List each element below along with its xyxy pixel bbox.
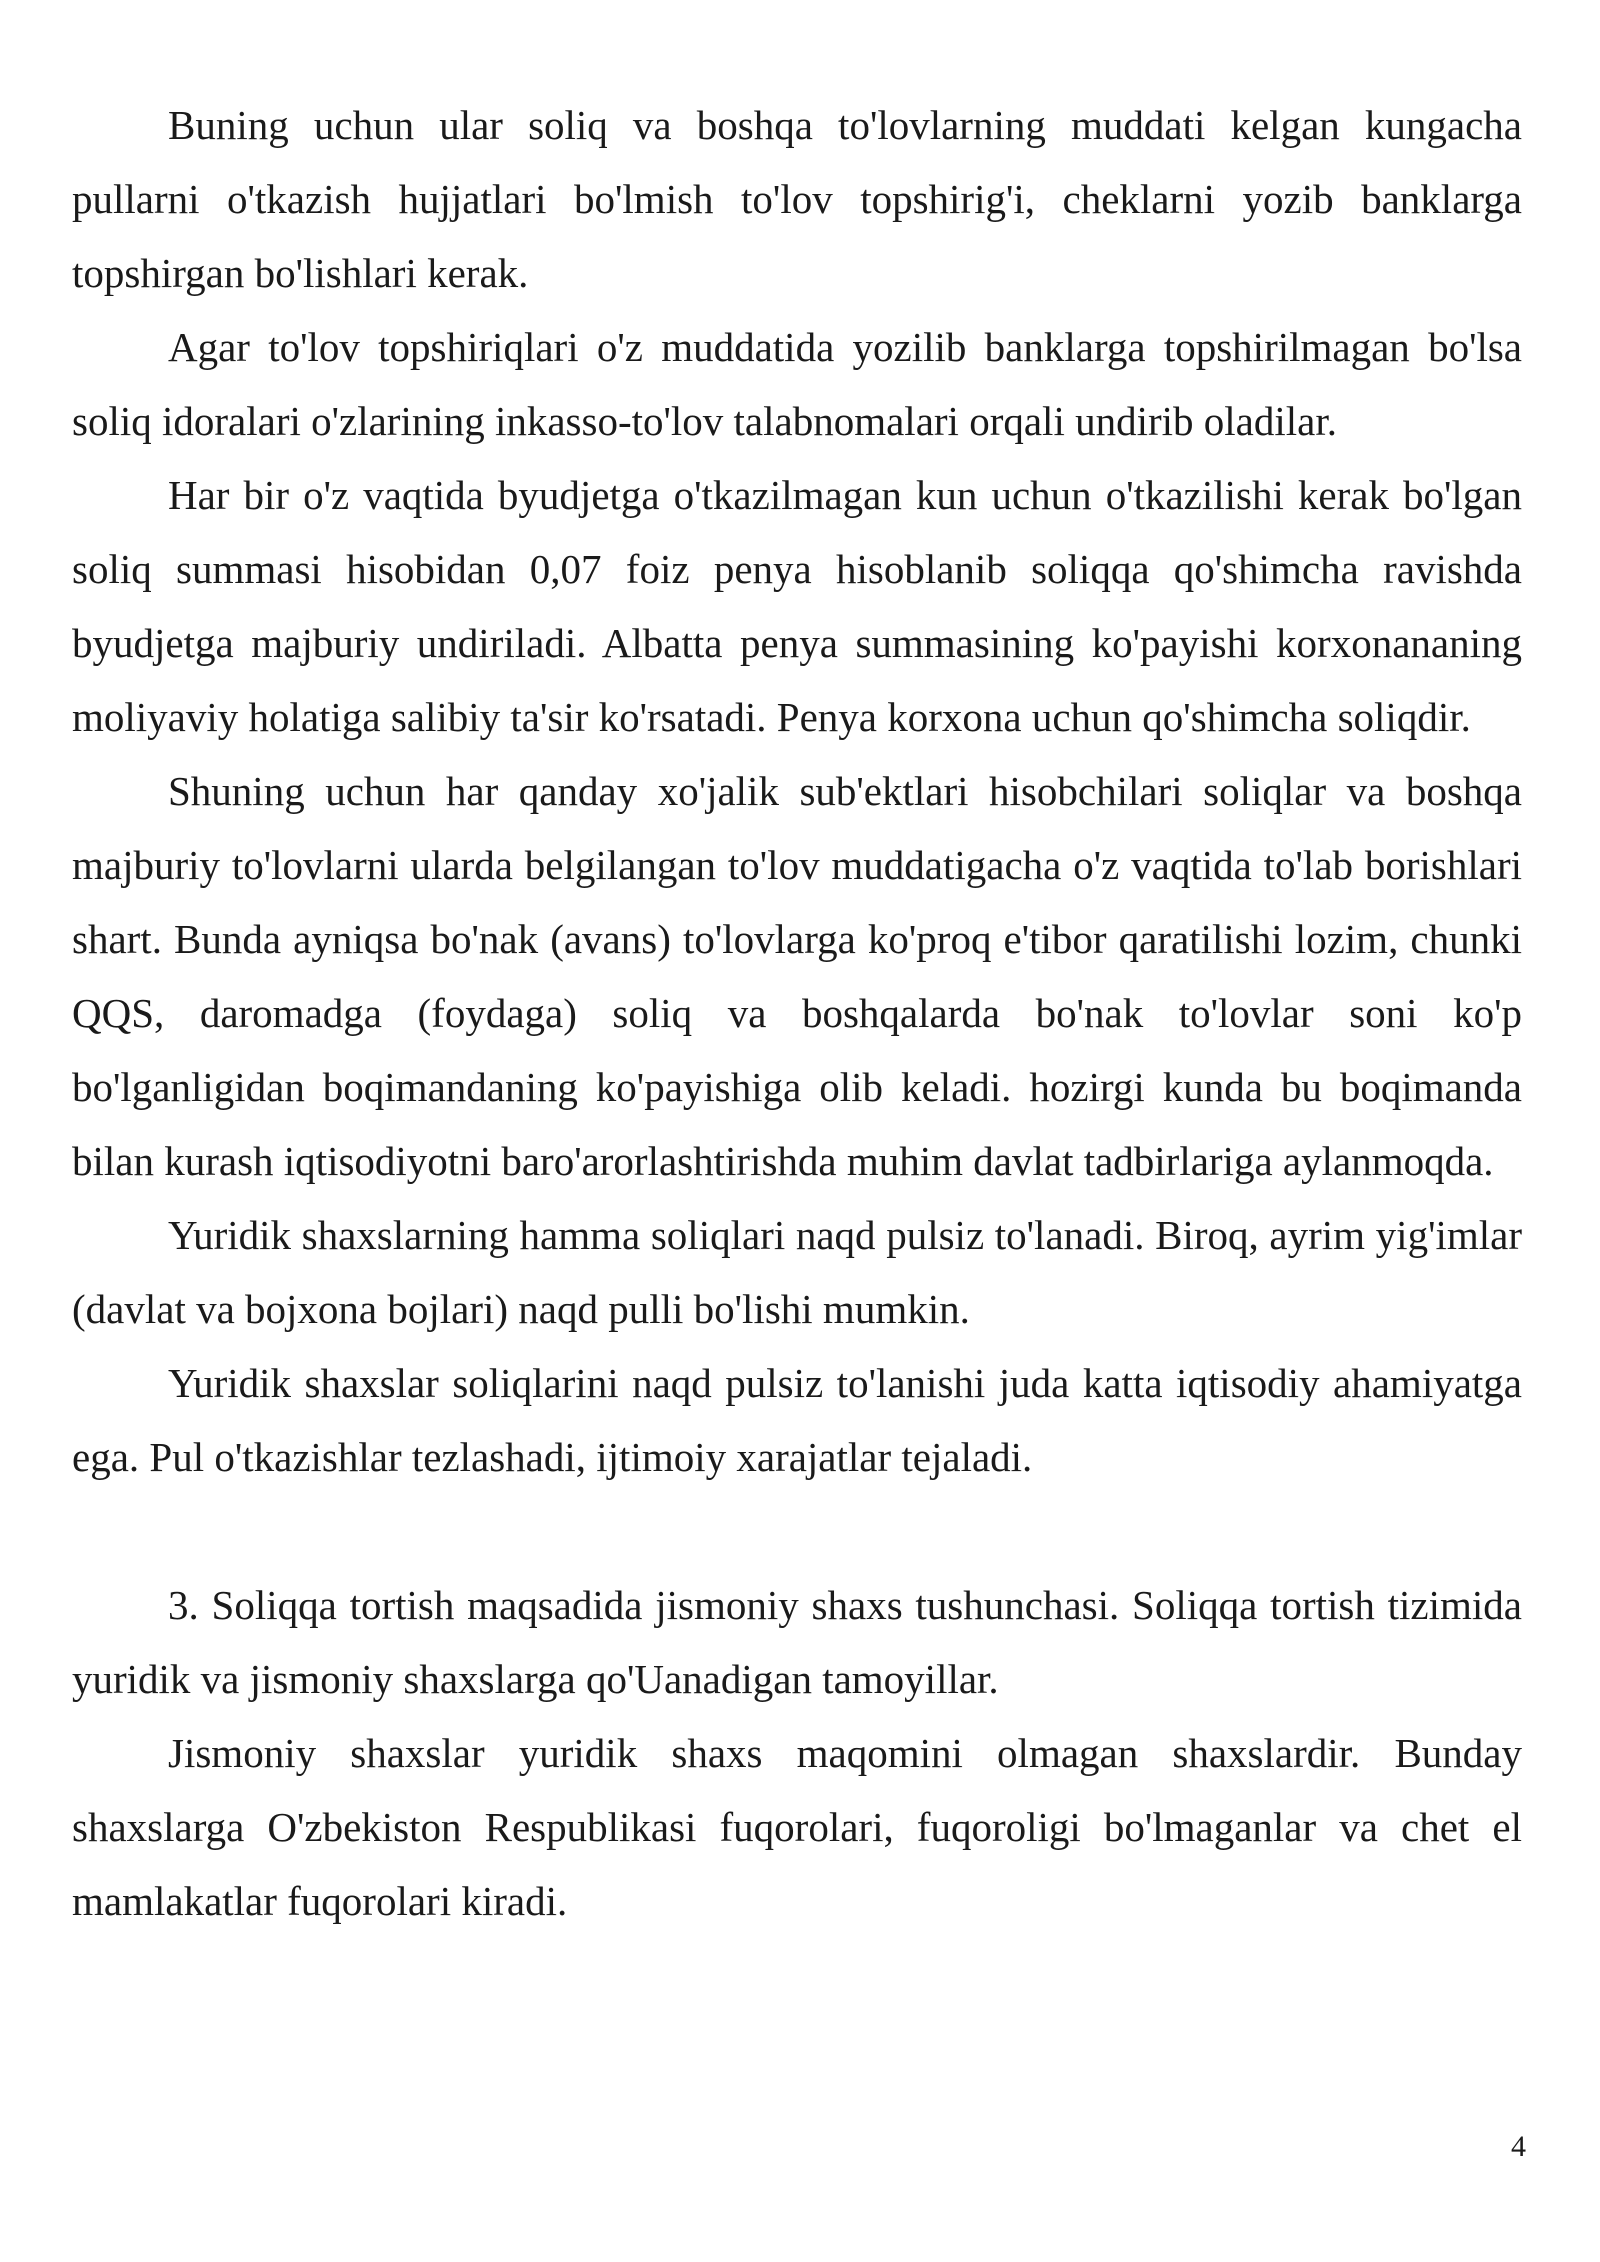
- paragraph-1: Buning uchun ular soliq va boshqa to'lovlarning muddati kelgan kungacha pullarni o'tkazish hujjatlari bo'lmish to'lov topshirig'i, cheklarni yozib banklarga topshirgan bo'lishlari kerak.: [72, 102, 1522, 296]
- document-page: [72, 88, 1522, 1938]
- paragraph-3: Har bir o'z vaqtida byudjetga o'tkazilmagan kun uchun o'tkazilishi kerak bo'lgan soliq summasi hisobidan 0,07 foiz penya hisoblanib soliqqa qo'shimcha ravishda byudjetga majburiy undiriladi. Albatta penya summasining ko'payishi korxonananing moliyaviy holatiga salibiy ta'sir ko'rsatadi. Penya korxona uchun qo'shimcha soliqdir.: [72, 472, 1522, 740]
- section-spacer: [72, 1494, 1522, 1568]
- section-heading: 3. Soliqqa tortish maqsadida jismoniy shaxs tushunchasi. Soliqqa tortish tizimida yuridik va jismoniy shaxslarga qo'Uanadigan tamoyillar.: [72, 1582, 1522, 1702]
- section-paragraph-1: Jismoniy shaxslar yuridik shaxs maqomini olmagan shaxslardir. Bunday shaxslarga O'zbekiston Respublikasi fuqorolari, fuqoroligi bo'lmaganlar va chet el mamlakatlar fuqorolari kiradi.: [72, 1730, 1522, 1924]
- paragraph-6: Yuridik shaxslar soliqlarini naqd pulsiz to'lanishi juda katta iqtisodiy ahamiyatga ega. Pul o'tkazishlar tezlashadi, ijtimoiy xarajatlar tejaladi.: [72, 1360, 1522, 1480]
- paragraph-2: Agar to'lov topshiriqlari o'z muddatida yozilib banklarga topshirilmagan bo'lsa soliq idoralari o'zlarining inkasso-to'lov talabnomalari orqali undirib oladilar.: [72, 324, 1522, 444]
- page-number: 4: [1511, 2130, 1526, 2163]
- paragraph-5: Yuridik shaxslarning hamma soliqlari naqd pulsiz to'lanadi. Biroq, ayrim yig'imlar (davlat va bojxona bojlari) naqd pulli bo'lishi mumkin.: [72, 1212, 1522, 1332]
- paragraph-4: Shuning uchun har qanday xo'jalik sub'ektlari hisobchilari soliqlar va boshqa majburiy to'lovlarni ularda belgilangan to'lov muddatigacha o'z vaqtida to'lab borishlari shart. Bunda ayniqsa bo'nak (avans) to'lovlarga ko'proq e'tibor qaratilishi lozim, chunki QQS, daromadga (foydaga) soliq va boshqalarda bo'nak to'lovlar soni ko'p bo'lganligidan boqimandaning ko'payishiga olib keladi. hozirgi kunda bu boqimanda bilan kurash iqtisodiyotni baro'arorlashtirishda muhim davlat tadbirlariga aylanmoqda.: [72, 768, 1522, 1184]
